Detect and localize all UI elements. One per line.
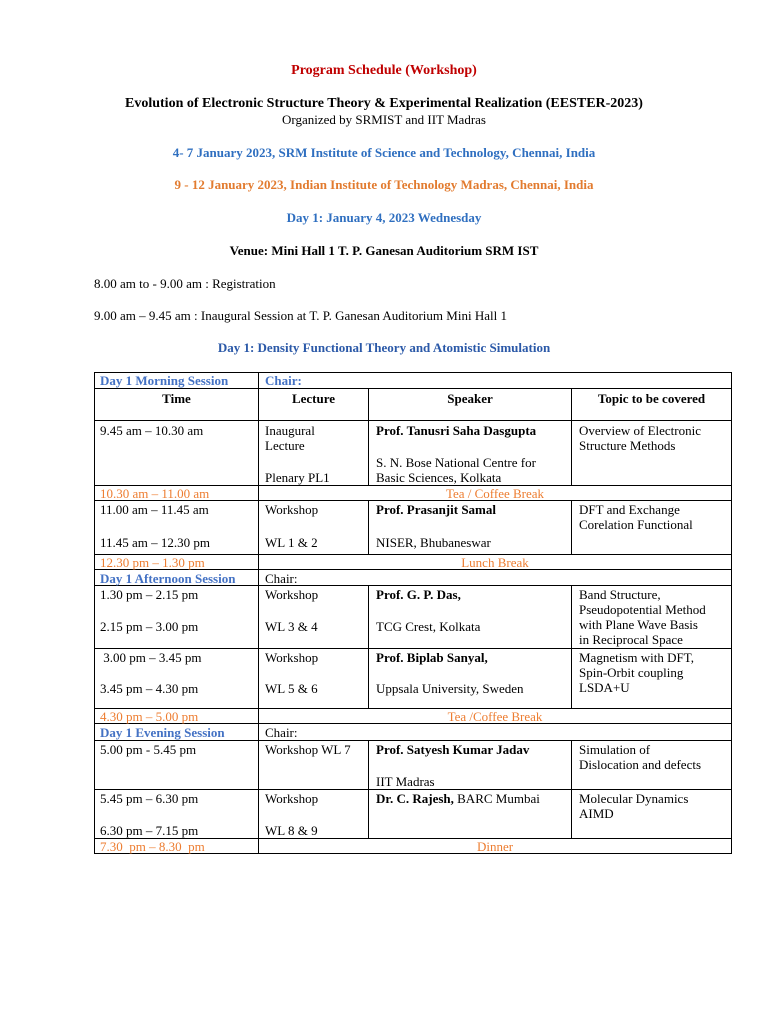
break-label: Dinner — [476, 839, 514, 854]
venue-srm: 4- 7 January 2023, SRM Institute of Science and Technology, Chennai, India — [172, 145, 596, 160]
row-time: 5.45 pm – 6.30 pm — [100, 791, 199, 806]
theme-heading: Day 1: Density Functional Theory and Atomistic Simulation — [217, 340, 551, 355]
row-lecture: Workshop — [265, 791, 319, 806]
break-time: 4.30 pm – 5.00 pm — [100, 709, 199, 724]
row-topic: Corelation Functional — [579, 517, 693, 532]
row-topic: Spin-Orbit coupling — [579, 665, 684, 680]
row-divider — [94, 740, 732, 741]
col-divider — [368, 585, 369, 709]
evening-chair-label: Chair: — [265, 725, 298, 740]
row-lecture: WL 5 & 6 — [265, 681, 318, 696]
row-time: 3.45 pm – 4.30 pm — [100, 681, 199, 696]
afternoon-chair-label: Chair: — [265, 571, 298, 586]
row-divider — [94, 789, 732, 790]
row-topic: Dislocation and defects — [579, 757, 702, 772]
row-topic: LSDA+U — [579, 680, 630, 695]
row-lecture: Workshop — [265, 587, 319, 602]
row-affiliation: Basic Sciences, Kolkata — [376, 470, 502, 485]
page-title: Program Schedule (Workshop) — [291, 63, 477, 78]
day-heading: Day 1: January 4, 2023 Wednesday — [286, 210, 482, 225]
row-affiliation: S. N. Bose National Centre for — [376, 455, 536, 470]
row-topic: AIMD — [579, 806, 614, 821]
row-time: 6.30 pm – 7.15 pm — [100, 823, 199, 838]
header-topic: Topic to be covered — [597, 391, 706, 406]
inaugural-line: 9.00 am – 9.45 am : Inaugural Session at T. P. Ganesan Auditorium Mini Hall 1 — [94, 308, 507, 323]
col-divider — [368, 500, 369, 555]
evening-session-label: Day 1 Evening Session — [100, 725, 225, 740]
col-divider — [258, 372, 259, 854]
row-speaker: Prof. Tanusri Saha Dasgupta — [376, 423, 537, 438]
row-time: 5.00 pm - 5.45 pm — [100, 742, 197, 757]
row-time: 3.00 pm – 3.45 pm — [100, 650, 202, 665]
row-topic: Pseudopotential Method — [579, 602, 706, 617]
row-topic: DFT and Exchange — [579, 502, 680, 517]
row-affiliation: Uppsala University, Sweden — [376, 681, 524, 696]
row-divider — [94, 648, 732, 649]
row-topic: Overview of Electronic — [579, 423, 702, 438]
row-lecture: WL 8 & 9 — [265, 823, 318, 838]
col-divider — [571, 500, 572, 555]
header-time: Time — [162, 391, 191, 406]
break-time: 12.30 pm – 1.30 pm — [100, 555, 205, 570]
row-time: 1.30 pm – 2.15 pm — [100, 587, 199, 602]
row-divider — [94, 420, 732, 421]
row-topic: with Plane Wave Basis — [579, 617, 698, 632]
row-speaker — [376, 791, 540, 806]
break-time: 10.30 am – 11.00 am — [100, 486, 210, 501]
row-topic: Structure Methods — [579, 438, 676, 453]
registration-line: 8.00 am to - 9.00 am : Registration — [94, 276, 276, 291]
break-label: Lunch Break — [461, 555, 529, 570]
row-topic: in Reciprocal Space — [579, 632, 683, 647]
break-label: Tea /Coffee Break — [447, 709, 543, 724]
row-lecture: Plenary PL1 — [265, 470, 330, 485]
row-time: 11.00 am – 11.45 am — [100, 502, 209, 517]
row-lecture: Workshop WL 7 — [265, 742, 351, 757]
table-border-left — [94, 372, 95, 854]
row-speaker: Prof. Biplab Sanyal, — [376, 650, 488, 665]
row-topic: Simulation of — [579, 742, 651, 757]
row-lecture: Workshop — [265, 650, 319, 665]
organizer: Organized by SRMIST and IIT Madras — [281, 112, 486, 127]
table-border-right — [731, 372, 732, 854]
event-title: Evolution of Electronic Structure Theory & Experimental Realization (EESTER-2023) — [125, 96, 643, 111]
row-affiliation: BARC Mumbai — [453, 791, 540, 806]
morning-chair-label: Chair: — [265, 373, 302, 388]
row-affiliation: TCG Crest, Kolkata — [376, 619, 481, 634]
row-speaker: Prof. Satyesh Kumar Jadav — [376, 742, 530, 757]
row-lecture: WL 1 & 2 — [265, 535, 318, 550]
row-topic: Magnetism with DFT, — [579, 650, 694, 665]
row-time: 9.45 am – 10.30 am — [100, 423, 204, 438]
morning-session-label: Day 1 Morning Session — [100, 373, 229, 388]
header-speaker: Speaker — [447, 391, 493, 406]
header-lecture: Lecture — [291, 391, 336, 406]
row-topic: Band Structure, — [579, 587, 661, 602]
venue-line: Venue: Mini Hall 1 T. P. Ganesan Auditorium SRM IST — [229, 243, 539, 258]
row-time: 11.45 am – 12.30 pm — [100, 535, 211, 550]
col-divider — [571, 740, 572, 839]
row-affiliation: NISER, Bhubaneswar — [376, 535, 491, 550]
row-topic: Molecular Dynamics — [579, 791, 689, 806]
row-time: 2.15 pm – 3.00 pm — [100, 619, 199, 634]
col-divider — [368, 740, 369, 839]
col-divider — [571, 585, 572, 709]
row-divider — [94, 388, 732, 389]
row-lecture: Workshop — [265, 502, 319, 517]
row-lecture: Inaugural — [265, 423, 315, 438]
row-affiliation: IIT Madras — [376, 774, 435, 789]
row-speaker: Prof. Prasanjit Samal — [376, 502, 496, 517]
break-label: Tea / Coffee Break — [445, 486, 545, 501]
row-lecture: Lecture — [265, 438, 305, 453]
row-lecture: WL 3 & 4 — [265, 619, 318, 634]
row-speaker: Prof. G. P. Das, — [376, 587, 461, 602]
afternoon-session-label: Day 1 Afternoon Session — [100, 571, 236, 586]
break-time: 7.30 pm – 8.30 pm — [100, 839, 205, 854]
venue-iitm: 9 - 12 January 2023, Indian Institute of Technology Madras, Chennai, India — [174, 177, 594, 192]
row-speaker-name: Dr. C. Rajesh, — [376, 791, 454, 806]
